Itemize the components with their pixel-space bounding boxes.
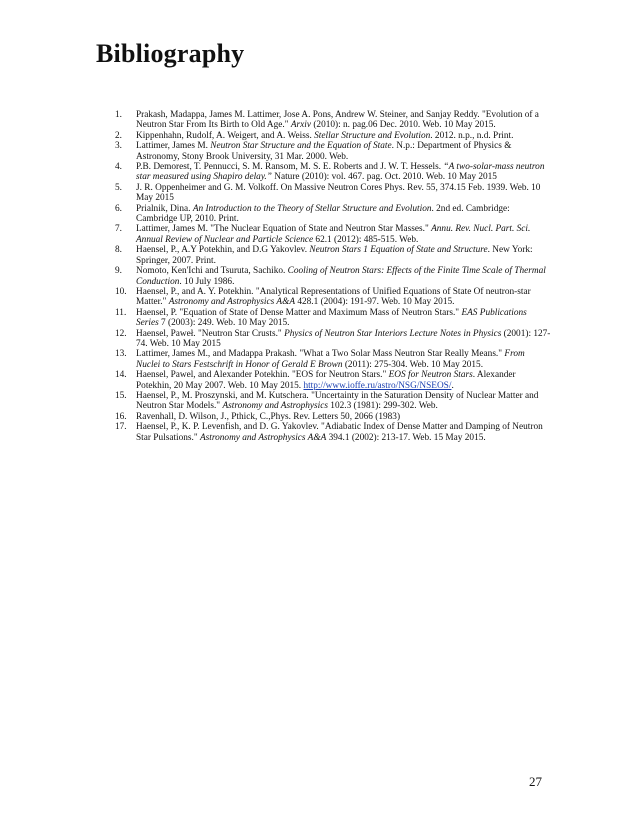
reference-segment: Prakash, Madappa, James M. Lattimer, Jose A. Pons, Andrew W. Steiner, and Sanjay Reddy. "Evolution of a Neutron Star From Its Birth to Old Age." [136, 110, 539, 131]
reference-number: 4. [115, 162, 122, 173]
reference-segment: 394.1 (2002): 213-17. Web. 15 May 2015. [326, 432, 486, 443]
reference-number: 2. [115, 130, 122, 141]
reference-title: Neutron Stars 1 Equation of State and Structure [309, 245, 488, 256]
reference-number: 9. [115, 266, 122, 277]
reference-item [115, 266, 551, 287]
reference-title: Astronomy and Astrophysics [222, 401, 328, 412]
reference-number: 16. [115, 411, 127, 422]
reference-segment: Haensel, P., A.Y Potekhin, and D.G Yakovlev. [136, 245, 310, 256]
reference-title: Stellar Structure and Evolution [314, 130, 431, 141]
reference-segment: Nomoto, Ken'Ichi and Tsuruta, Sachiko. [136, 266, 288, 277]
reference-number: 8. [115, 245, 122, 256]
reference-number: 15. [115, 390, 127, 401]
reference-text [136, 412, 551, 422]
reference-segment: Lattimer, James M., and Madappa Prakash. "What a Two Solar Mass Neutron Star Really Means." [136, 349, 505, 360]
reference-segment: . 2nd ed. Cambridge: Cambridge UP, 2010. Print. [136, 203, 510, 225]
reference-text [136, 308, 551, 329]
reference-item [115, 391, 551, 412]
reference-segment: 62.1 (2012): 485-515. Web. [313, 234, 419, 245]
reference-title: Annu. Rev. Nucl. Part. Sci. Annual Review of Nuclear and Particle Science [136, 224, 531, 245]
reference-segment: Haensel, P., M. Proszynski, and M. Kutschera. "Uncertainty in the Saturation Density of Nuclear Matter and Neutron Star Models." [136, 390, 539, 412]
reference-segment: Nature (2010): vol. 467. pag. Oct. 2010. Web. 10 May 2015 [271, 172, 497, 183]
reference-item [115, 110, 551, 131]
reference-number: 1. [115, 110, 122, 120]
reference-number: 17. [115, 422, 127, 433]
reference-text [136, 204, 551, 225]
reference-text [136, 141, 551, 162]
reference-text [136, 391, 551, 412]
reference-segment: . N.p.: Department of Physics & Astronomy, Stony Brook University, 31 Mar. 2000. Web. [136, 141, 512, 162]
reference-number: 6. [115, 203, 122, 214]
reference-item [115, 162, 551, 183]
reference-text [136, 370, 551, 391]
reference-item [115, 287, 551, 308]
reference-segment: 102.3 (1981): 299-302. Web. [327, 401, 438, 412]
reference-segment: 7 (2003): 249. Web. 10 May 2015. [158, 318, 290, 329]
reference-segment: Lattimer, James M. [136, 141, 211, 152]
reference-segment: P.B. Demorest, T. Pennucci, S. M. Ransom, M. S. E. Roberts and J. W. T. Hessels. [136, 162, 444, 173]
reference-title: EAS Publications Series [136, 307, 527, 329]
reference-title: Neutron Star Structure and the Equation of State [210, 141, 392, 152]
reference-title: “A two-solar-mass neutron star measured using Shapiro delay.” [136, 162, 545, 183]
reference-segment: Ravenhall, D. Wilson, J., Pthick, C.,Phys. Rev. Letters 50, 2066 (1983) [136, 411, 401, 422]
reference-segment: Kippenhahn, Rudolf, A. Weigert, and A. Weiss. [136, 130, 315, 141]
reference-item [115, 349, 551, 370]
reference-title: From Nuclei to Stars Festschrift in Honor of Gerald E Brown [136, 349, 525, 370]
reference-text [136, 183, 551, 204]
reference-segment: Prialnik, Dina. [136, 203, 193, 214]
reference-list [115, 110, 551, 443]
reference-segment: Haensel, Paweł. "Neutron Star Crusts." [136, 328, 285, 339]
reference-item [115, 329, 551, 350]
reference-number: 3. [115, 141, 122, 152]
reference-item [115, 183, 551, 204]
reference-text [136, 349, 551, 370]
reference-title: Astronomy and Astrophysics A&A [168, 297, 295, 308]
reference-item [115, 308, 551, 329]
page-number: 27 [529, 774, 542, 789]
reference-segment: . 2012. n.p., n.d. Print. [430, 130, 514, 141]
reference-segment: (2010): n. pag.06 Dec. 2010. Web. 10 May 2015. [311, 120, 496, 131]
reference-text [136, 329, 551, 350]
reference-item [115, 141, 551, 162]
page-title: Bibliography [96, 39, 245, 68]
reference-item [115, 245, 551, 266]
reference-title: Cooling of Neutron Stars: Effects of the Finite Time Scale of Thermal Conduction [136, 266, 546, 287]
reference-segment: Haensel, P. "Equation of State of Dense Matter and Maximum Mass of Neutron Stars." [136, 307, 462, 318]
reference-text [136, 224, 551, 245]
reference-number: 7. [115, 224, 122, 235]
reference-text [136, 245, 551, 266]
reference-item [115, 131, 551, 141]
reference-segment: Haensel, P., and A. Y. Potekhin. "Analytical Representations of Unified Equations of State Of neutron-star Matter." [136, 286, 531, 308]
reference-title: Arxiv [290, 120, 312, 131]
reference-number: 12. [115, 328, 127, 339]
reference-title: Astronomy and Astrophysics A&A [199, 432, 327, 443]
reference-item [115, 412, 551, 422]
reference-text [136, 266, 551, 287]
reference-number: 10. [115, 286, 127, 297]
reference-text [136, 287, 551, 308]
reference-item [115, 422, 551, 443]
reference-segment: . 10 July 1986. [179, 276, 235, 287]
reference-segment: Haensel, Pawel, and Alexander Potekhin. "EOS for Neutron Stars." [136, 370, 389, 381]
reference-item [115, 370, 551, 391]
reference-text [136, 422, 551, 443]
reference-text [136, 110, 551, 131]
reference-segment: . New York: Springer, 2007. Print. [136, 245, 533, 266]
reference-segment: (2011): 275-304. Web. 10 May 2015. [342, 359, 484, 370]
reference-segment: . Alexander Potekhin, 20 May 2007. Web. 10 May 2015. [136, 370, 516, 391]
reference-text [136, 131, 551, 141]
reference-segment: (2001): 127-74. Web. 10 May 2015 [136, 328, 551, 349]
reference-link[interactable]: http://www.ioffe.ru/astro/NSG/NSEOS/ [303, 380, 452, 391]
reference-number: 5. [115, 182, 122, 193]
reference-segment: 428.1 (2004): 191-97. Web. 10 May 2015. [295, 297, 455, 308]
reference-segment: Haensel, P., K. P. Levenfish, and D. G. Yakovlev. "Adiabatic Index of Dense Matter and Damping of Neutron Star Pulsations." [136, 422, 543, 443]
reference-title: Physics of Neutron Star Interiors Lecture Notes in Physics [284, 328, 502, 339]
reference-item [115, 204, 551, 225]
reference-number: 11. [115, 307, 127, 318]
reference-segment: J. R. Oppenheimer and G. M. Volkoff. On Massive Neutron Cores Phys. Rev. 55, 374.15 Feb. 1939. Web. 10 May 2015 [136, 182, 541, 204]
reference-title: EOS for Neutron Stars [388, 370, 473, 381]
reference-title: An Introduction to the Theory of Stellar Structure and Evolution [192, 203, 432, 214]
reference-number: 14. [115, 370, 127, 381]
reference-segment: . [451, 380, 454, 391]
reference-text [136, 162, 551, 183]
reference-segment: Lattimer, James M. "The Nuclear Equation of State and Neutron Star Masses." [136, 224, 432, 235]
reference-number: 13. [115, 349, 127, 360]
reference-item [115, 224, 551, 245]
